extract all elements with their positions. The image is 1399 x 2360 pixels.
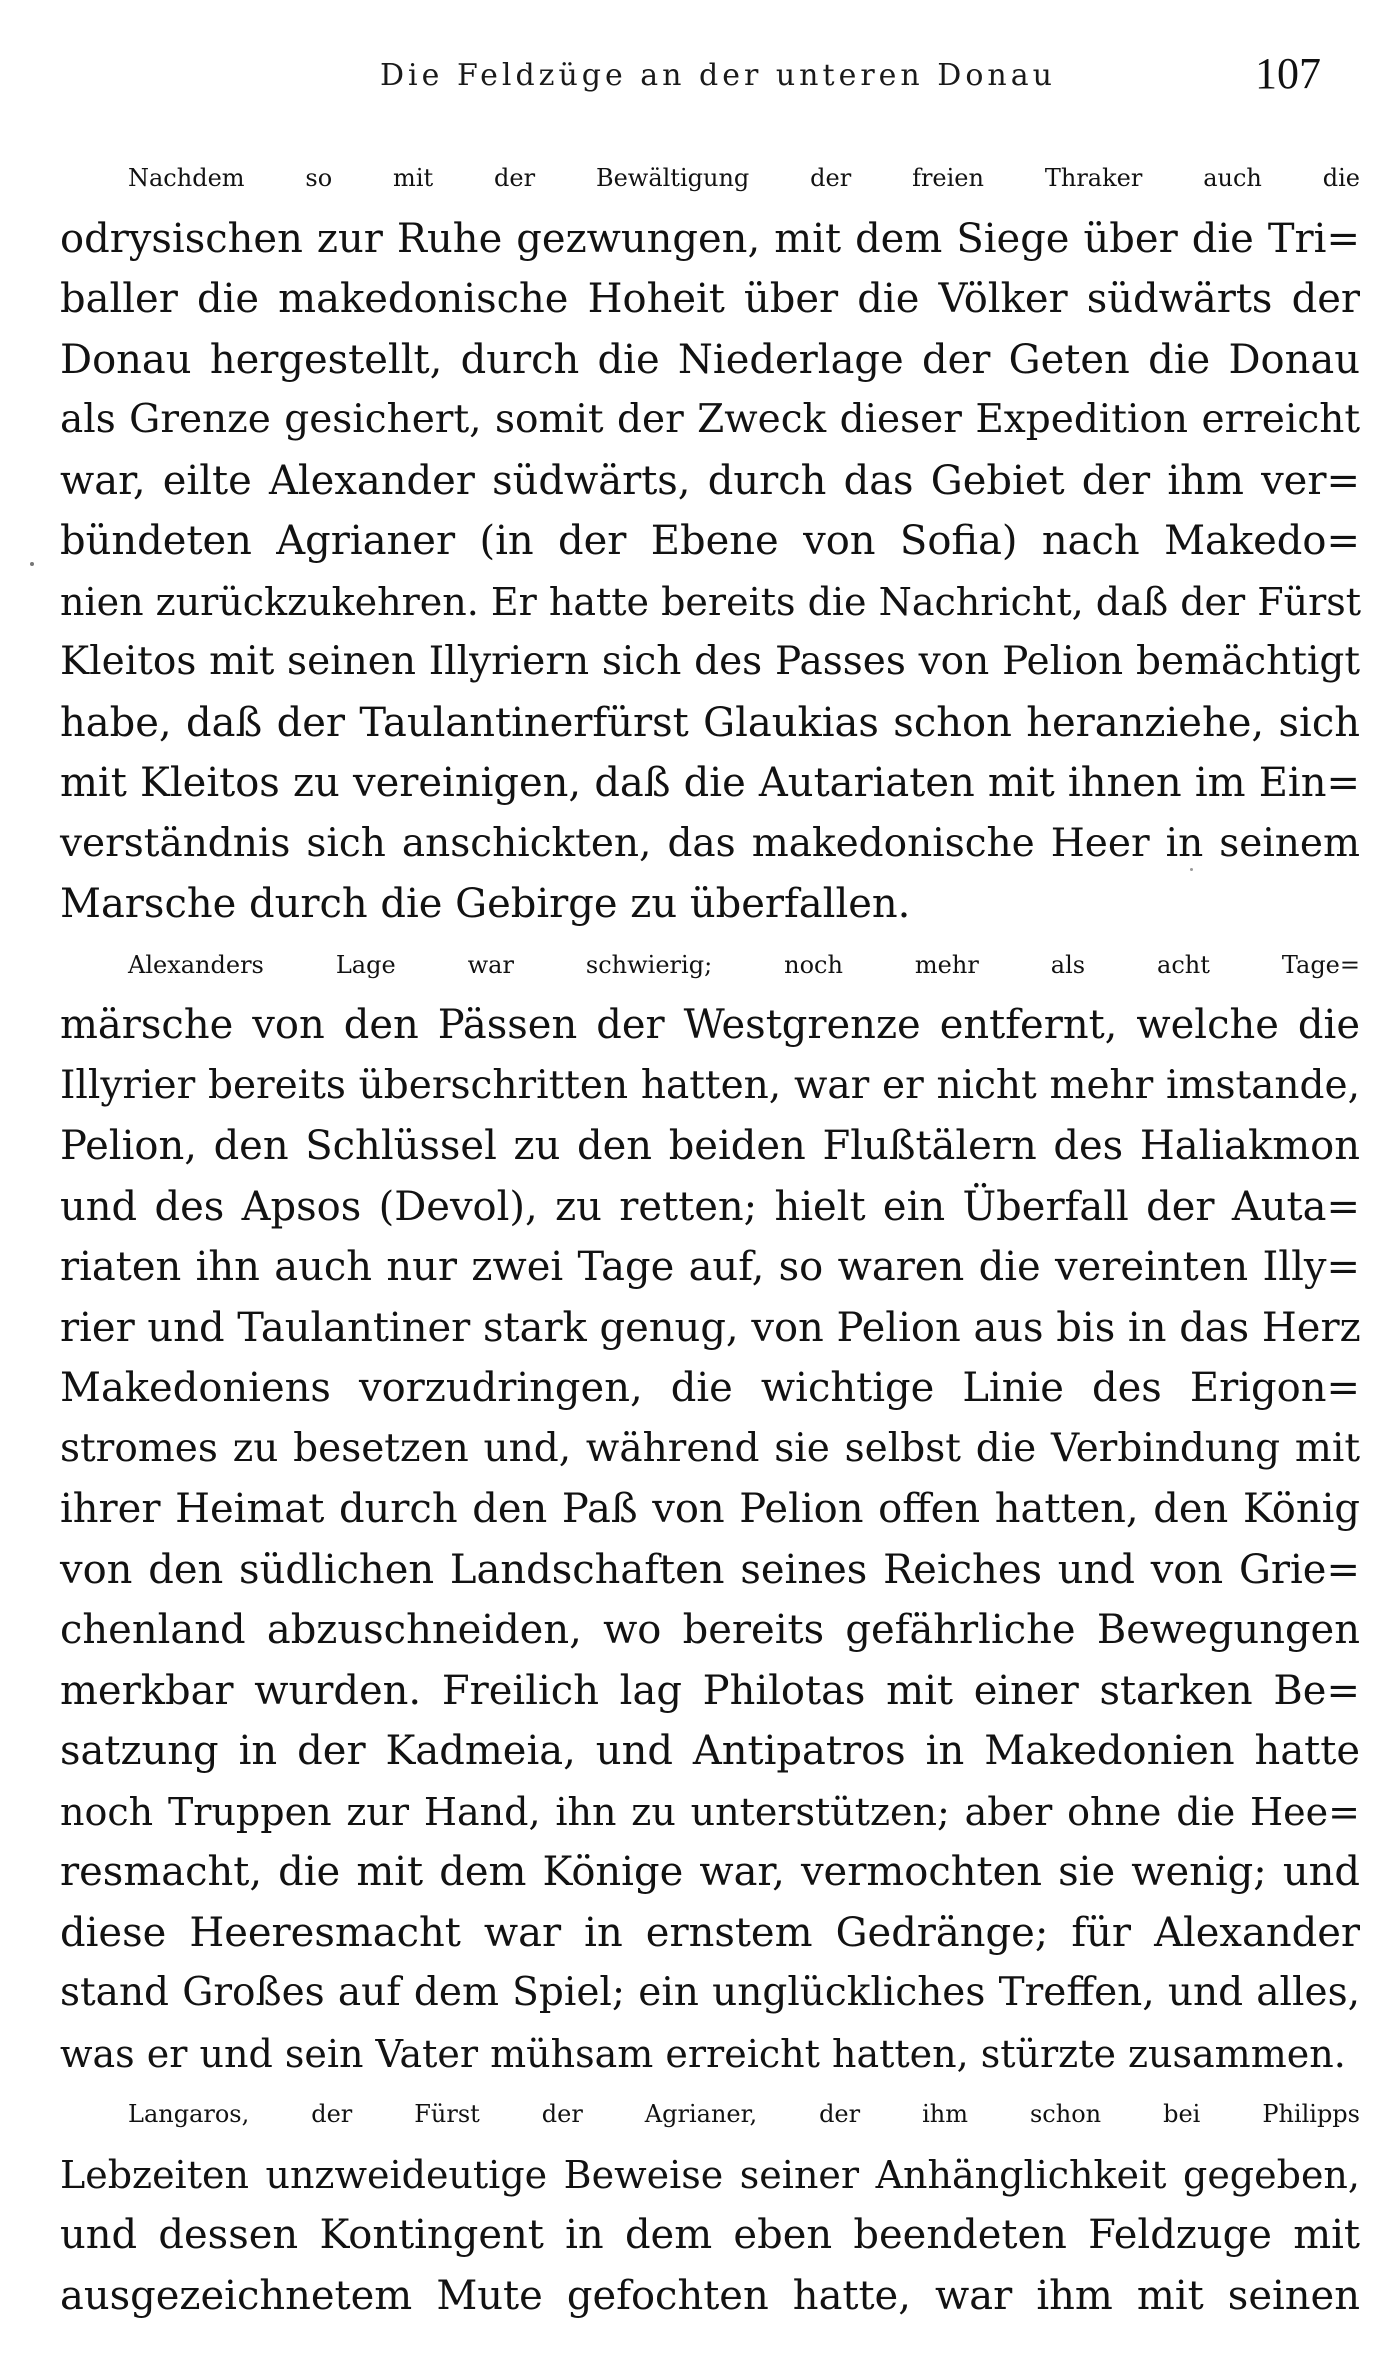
paragraph-2 (60, 935, 1360, 2085)
text-line: Pelion, den Schlüssel zu den beiden Flußtälern des Haliakmon (60, 1123, 1360, 1169)
text-line: was er und sein Vater mühsam erreicht hatten, stürzte zusammen. (60, 2031, 1346, 2076)
text-line: von den südlichen Landschaften seines Reiches und von Grie= (60, 1546, 1360, 1593)
text-line: stand Großes auf dem Spiel; ein unglückliches Treffen, und alles, (60, 1970, 1360, 2015)
text-line: Langaros, der Fürst der Agrianer, der ihm schon bei Philipps (128, 2100, 1360, 2128)
text-line: war, eilte Alexander südwärts, durch das Gebiet der ihm ver= (60, 457, 1360, 504)
text-line: mit Kleitos zu vereinigen, daß die Autariaten mit ihnen im Ein= (60, 760, 1360, 806)
text-line: Kleitos mit seinen Illyriern sich des Passes von Pelion bemächtigt (60, 639, 1360, 684)
text-line: ausgezeichnetem Mute gefochten hatte, war ihm mit seinen (60, 2272, 1360, 2319)
text-line: resmacht, die mit dem Könige war, vermochten sie wenig; und (60, 1849, 1360, 1895)
text-line: Marsche durch die Gebirge zu überfallen. (60, 881, 911, 927)
text-line: bündeten Agrianer (in der Ebene von Sofia) nach Makedo= (60, 518, 1360, 564)
text-line: märsche von den Pässen der Westgrenze entfernt, welche die (60, 1002, 1360, 1048)
paragraph-1 (60, 148, 1360, 935)
text-line: Makedoniens vorzudringen, die wichtige Linie des Erigon= (60, 1365, 1360, 1411)
text-line: noch Truppen zur Hand, ihn zu unterstützen; aber ohne die Hee= (60, 1789, 1360, 1834)
text-line: und dessen Kontingent in dem eben beendeten Feldzuge mit (60, 2212, 1360, 2258)
text-line: verständnis sich anschickten, das makedonische Heer in seinem (60, 820, 1360, 866)
text-line: chenland abzuschneiden, wo bereits gefährliche Bewegungen (60, 1607, 1360, 1653)
body-text (60, 148, 1360, 2326)
text-line: diese Heeresmacht war in ernstem Gedränge; für Alexander (60, 1909, 1360, 1956)
paragraph-3 (60, 2084, 1360, 2326)
text-line: riaten ihn auch nur zwei Tage auf, so waren die vereinten Illy= (60, 1244, 1360, 1290)
text-line: Donau hergestellt, durch die Niederlage der Geten die Donau (60, 336, 1360, 383)
text-line: als Grenze gesichert, somit der Zweck dieser Expedition erreicht (60, 397, 1360, 442)
text-line: stromes zu besetzen und, während sie selbst die Verbindung mit (60, 1425, 1360, 1471)
text-line: nien zurückzukehren. Er hatte bereits die Nachricht, daß der Fürst (60, 579, 1362, 624)
margin-dot (30, 562, 34, 566)
text-line: Lebzeiten unzweideutige Beweise seiner Anhänglichkeit gegeben, (60, 2152, 1360, 2197)
text-line: rier und Taulantiner stark genug, von Pelion aus bis in das Herz (60, 1304, 1361, 1351)
text-line: habe, daß der Taulantinerfürst Glaukias schon heranziehe, sich (60, 699, 1360, 746)
text-line: Alexanders Lage war schwierig; noch mehr als acht Tage= (128, 950, 1360, 979)
text-line: satzung in der Kadmeia, und Antipatros in Makedonien hatte (60, 1728, 1360, 1774)
text-line: odrysischen zur Ruhe gezwungen, mit dem Siege über die Tri= (60, 215, 1360, 262)
text-line: baller die makedonische Hoheit über die Völker südwärts der (60, 276, 1360, 322)
text-line: Illyrier bereits überschritten hatten, war er nicht mehr imstande, (60, 1062, 1360, 1108)
text-line: ihrer Heimat durch den Paß von Pelion offen hatten, den König (60, 1486, 1360, 1532)
text-line: Nachdem so mit der Bewältigung der freien Thraker auch die (128, 164, 1360, 192)
page-number: 107 (1255, 49, 1321, 98)
running-head: Die Feldzüge an der unteren Donau (380, 58, 1056, 93)
text-line: und des Apsos (Devol), zu retten; hielt ein Überfall der Auta= (60, 1183, 1360, 1230)
text-line: merkbar wurden. Freilich lag Philotas mit einer starken Be= (60, 1667, 1360, 1714)
